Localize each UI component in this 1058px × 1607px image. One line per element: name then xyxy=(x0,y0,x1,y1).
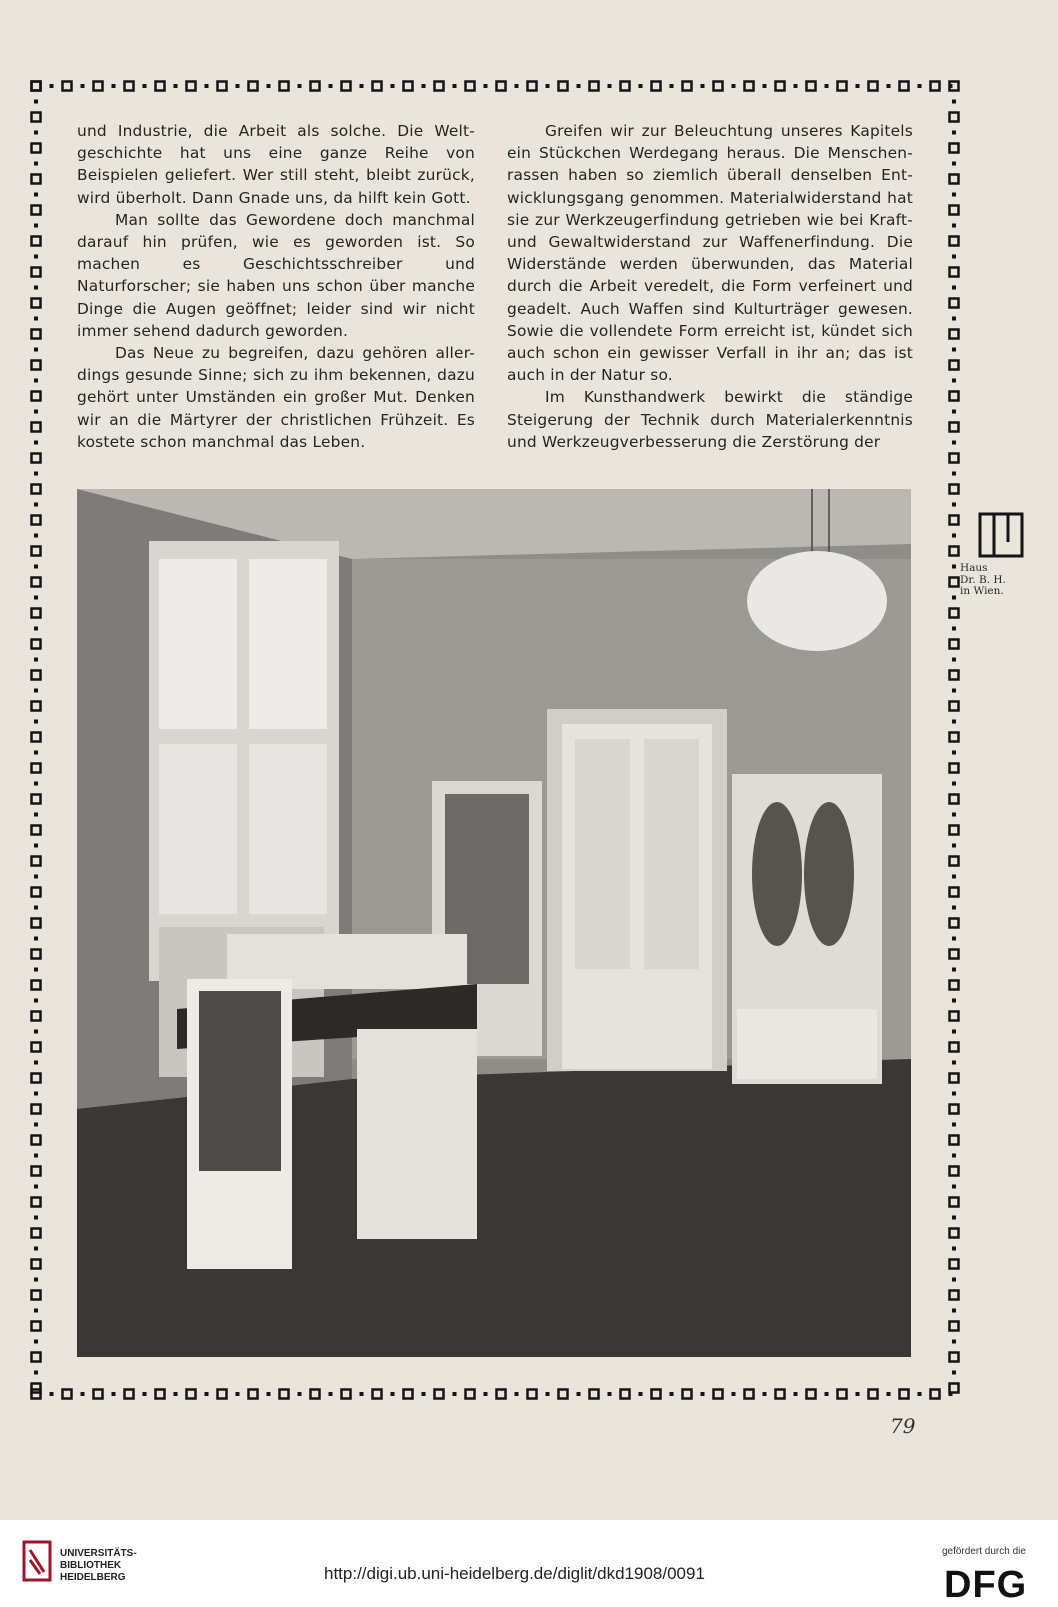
room-illustration xyxy=(77,489,911,1357)
paragraph: Das Neue zu begreifen, dazu gehören aller-dings gesunde Sinne; sich zu ihm bekennen, dazu gehört unter Umständen ein großer Mut. Denken wir an die Märtyrer der christlichen Frühzeit. Es kostete schon manchmal das Leben. xyxy=(77,344,475,451)
photo-caption xyxy=(960,563,1006,598)
paragraph: Greifen wir zur Beleuchtung unseres Kapitels ein Stückchen Werdegang heraus. Die Menschen-rassen haben so ziemlich überall denselben Ent-wicklungsgang genommen. Materialwiderstand hat sie zur Werkzeugerfindung getrieben wie bei Kraft- und Gewaltwiderstand zur Waffenerfindung. Die Widerstände werden überwunden, das Material durch die Arbeit veredelt, die Form verfeinert und geadelt. Auch Waffen sind Kulturträger gewesen. Sowie die vollendete Form erreicht ist, kündet sich auch schon ein gewisser Verfall in ihr an; das ist auch in der Natur so. xyxy=(507,122,913,385)
digitization-footer xyxy=(0,1520,1058,1607)
paragraph: und Industrie, die Arbeit als solche. Die Welt-geschichte hat uns eine ganze Reihe von Beispielen geliefert. Wer still steht, bleibt zurück, wird überholt. Dann Gnade uns, da hilft kein Gott. xyxy=(77,122,475,207)
library-name-line: UNIVERSITÄTS- xyxy=(60,1548,137,1559)
interior-photograph xyxy=(77,489,911,1357)
page-number: 79 xyxy=(890,1414,916,1438)
dfg-logo: DFG xyxy=(944,1564,1028,1606)
monogram-icon xyxy=(978,512,1024,558)
library-name-line: HEIDELBERG xyxy=(60,1572,126,1583)
text-column-right xyxy=(507,120,913,453)
caption-line: in Wien. xyxy=(960,585,1004,597)
library-logo-icon xyxy=(20,1540,54,1582)
text-column-left xyxy=(77,120,475,453)
paragraph: Im Kunsthandwerk bewirkt die ständige Steigerung der Technik durch Materialerkenntnis und Werkzeugverbesserung die Zerstörung der xyxy=(507,388,913,451)
library-name xyxy=(60,1548,137,1584)
library-name-line: BIBLIOTHEK xyxy=(60,1560,122,1571)
caption-line: Haus xyxy=(960,562,988,574)
funding-label: gefördert durch die xyxy=(942,1546,1026,1557)
source-url-link[interactable]: http://digi.ub.uni-heidelberg.de/diglit/dkd1908/0091 xyxy=(324,1564,705,1583)
caption-line: Dr. B. H. xyxy=(960,573,1006,586)
paragraph: Man sollte das Gewordene doch manchmal darauf hin prüfen, wie es geworden ist. So machen es Geschichtsschreiber und Naturforscher; sie haben uns schon über manche Dinge die Augen geöffnet; leider sind wir nicht immer sehend dadurch geworden. xyxy=(77,210,475,340)
